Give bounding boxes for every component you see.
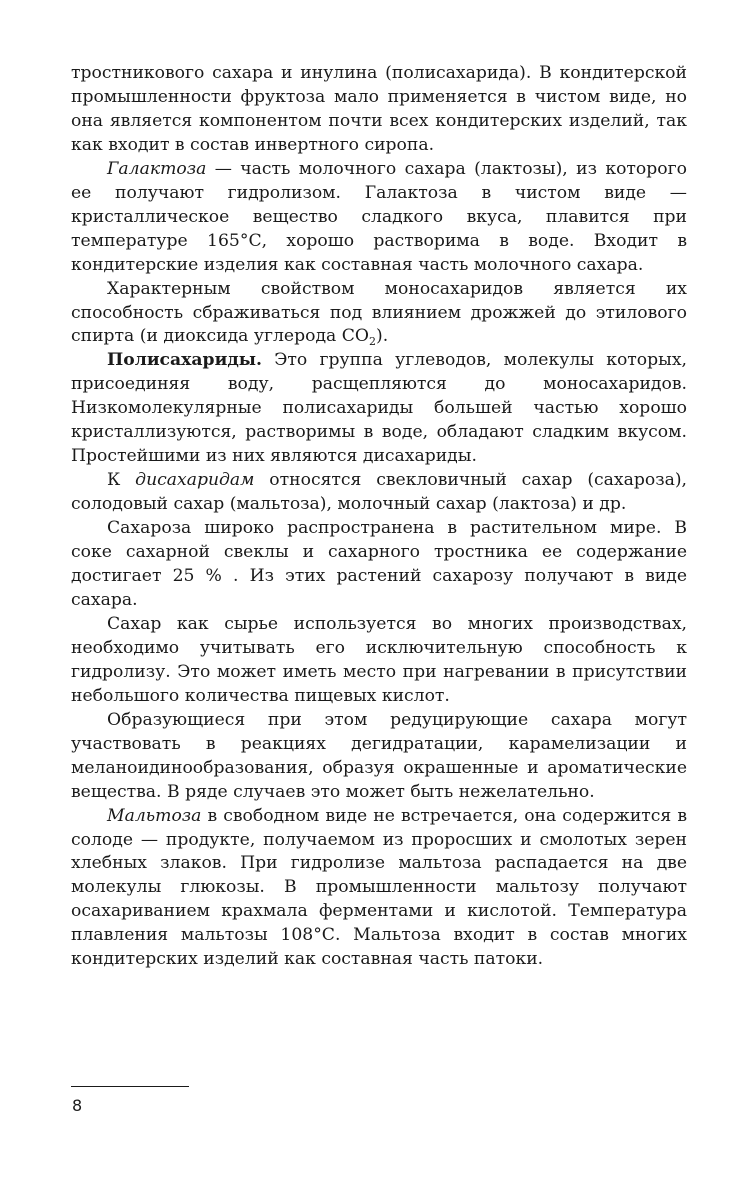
term-disaccharides: дисахаридам xyxy=(135,470,255,491)
paragraph-text: тростникового сахара и инулина (полисахарида). В кондитерской промышленности фруктоза мало применяется в чистом виде, но она является компонентом почти всех кондитерских изделий, так как входит в состав инвертного сиропа. xyxy=(71,63,687,155)
paragraph-reducing-sugars xyxy=(71,709,687,805)
paragraph-text: — часть молочного сахара (лактозы), из которого ее получают гидролизом. Галактоза в чистом виде — кристаллическое вещество сладкого вкуса, плавится при температуре 165°С, хорошо растворима в воде. Входит в кондитерские изделия как составная часть молочного сахара. xyxy=(71,158,687,275)
heading-polysaccharides: Полисахариды. xyxy=(107,350,262,371)
paragraph-sugar-hydrolysis xyxy=(71,613,687,709)
paragraph-text: ). xyxy=(375,326,389,347)
paragraph xyxy=(71,62,687,158)
paragraph-text: Характерным свойством моносахаридов является их способность сбраживаться под влиянием дрожжей до этилового спирта (и диоксида углерода СО xyxy=(71,278,687,347)
paragraph-disaccharides xyxy=(71,469,687,517)
paragraph-galactose xyxy=(71,158,687,278)
page-body xyxy=(71,62,687,972)
paragraph-text: К xyxy=(107,470,136,491)
paragraph-text: Образующиеся при этом редуцирующие сахара могут участвовать в реакциях дегидратации, карамелизации и меланоидинообразования, образуя окрашенные и ароматические вещества. В ряде случаев это может быть нежелательно. xyxy=(71,709,687,802)
paragraph-text: относятся свекловичный сахар (сахароза), солодовый сахар (мальтоза), молочный сахар (лактоза) и др. xyxy=(71,470,687,515)
term-maltose: Мальтоза xyxy=(107,805,202,826)
paragraph-polysaccharides xyxy=(71,349,687,469)
page-number: 8 xyxy=(72,1096,83,1115)
paragraph-text: в свободном виде не встречается, она содержится в солоде — продукте, получаемом из проросших и смолотых зерен хлебных злаков. При гидролизе мальтоза распадается на две молекулы глюкозы. В промышленности мальтозу получают осахариванием крахмала ферментами и кислотой. Температура плавления мальтозы 108°С. Мальтоза входит в состав многих кондитерских изделий как составная часть патоки. xyxy=(71,805,687,970)
paragraph-text: Сахароза широко распространена в растительном мире. В соке сахарной свеклы и сахарного тростника ее содержание достигает 25 % . Из этих растений сахарозу получают в виде сахара. xyxy=(71,518,687,610)
subscript: 2 xyxy=(368,335,376,349)
term-galactose: Галактоза xyxy=(107,158,207,179)
paragraph-sucrose xyxy=(71,517,687,613)
paragraph-maltose xyxy=(71,805,687,973)
paragraph-text: Сахар как сырье используется во многих производствах, необходимо учитывать его исключительную способность к гидролизу. Это может иметь место при нагревании в присутствии небольшого количества пищевых кислот. xyxy=(71,613,687,706)
paragraph-text: Это группа углеводов, молекулы которых, присоединяя воду, расщепляются до моносахаридов. Низкомолекулярные полисахариды большей частью хорошо кристаллизуются, растворимы в воде, обладают сладким вкусом. Простейшими из них являются дисахариды. xyxy=(71,350,687,467)
paragraph-monosaccharides xyxy=(71,278,687,350)
footnote-divider xyxy=(71,1086,189,1087)
